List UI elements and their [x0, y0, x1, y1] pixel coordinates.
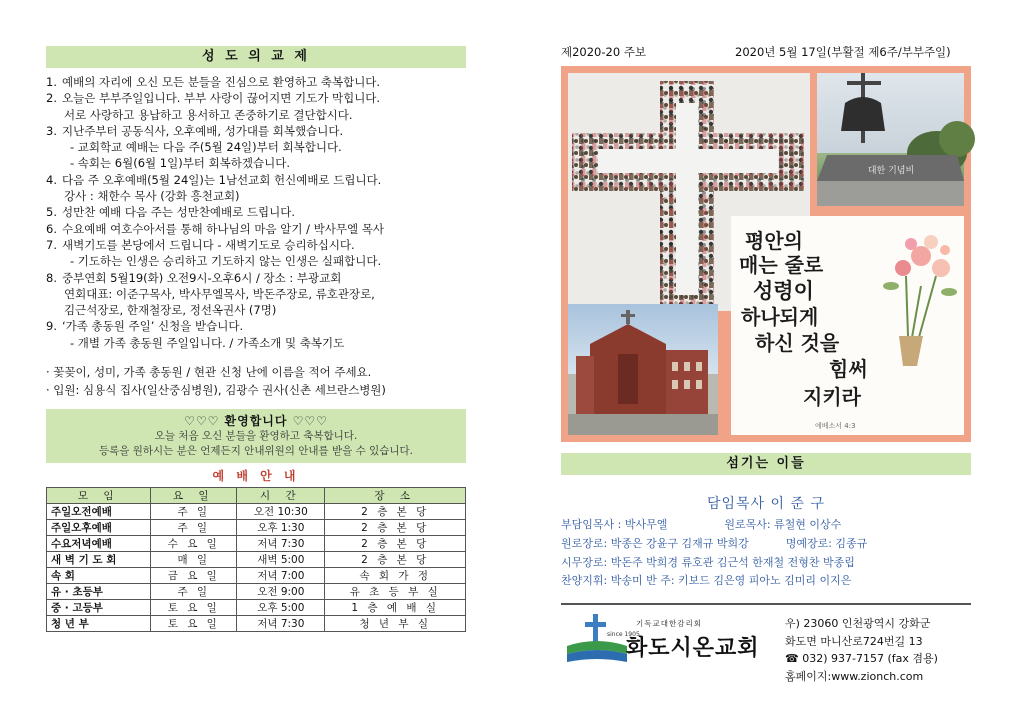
church-building-photo [568, 304, 718, 435]
church-address [785, 615, 938, 685]
table-cell: 저녁 7:00 [237, 568, 325, 584]
table-cell: 청 년 부 실 [325, 616, 466, 632]
table-cell: 2 층 본 당 [325, 552, 466, 568]
verse-line-4: 하나되게 [741, 305, 819, 329]
notice-text: ‘가족 총동원 주일’ 신청을 받습니다. [62, 319, 244, 334]
staff-line-1-extra: 원로목사: 류철현 이상수 [724, 518, 842, 531]
table-cell: 속 회 [47, 568, 151, 584]
staff-line-4-main: 찬양지휘: 박송미 반 주: 키보드 김은영 피아노 김미리 이지은 [561, 574, 852, 587]
table-cell: 저녁 7:30 [237, 536, 325, 552]
staff-line-1 [561, 516, 841, 532]
notice-item [46, 318, 466, 334]
table-cell: 속 회 가 정 [325, 568, 466, 584]
notice-number: 1. [46, 75, 57, 89]
address-line-2: 화도면 마니산로724번길 13 [785, 634, 923, 648]
staff-line-1-main: 부담임목사 : 박사무엘 [561, 518, 668, 531]
notice-number: 5. [46, 205, 57, 220]
notice-item [46, 221, 466, 237]
table-row [47, 552, 466, 568]
table-cell: 오후 1:30 [237, 520, 325, 536]
notice-text: 지난주부터 공동식사, 오후예배, 성가대를 회복했습니다. [62, 123, 344, 138]
service-table-header [47, 488, 466, 504]
address-line-1: 우) 23060 인천광역시 강화군 [785, 617, 931, 630]
table-row [47, 504, 466, 520]
notice-item: - 기도하는 인생은 승리하고 기도하지 않는 인생은 실패합니다. [70, 254, 382, 269]
notice-item [46, 74, 466, 90]
bullet-item: · 입원: 심용식 집사(일산중심병원), 김광수 권사(신촌 세브란스병원) [46, 383, 386, 398]
service-title: 예 배 안 내 [212, 469, 300, 484]
senior-pastor: 담임목사 이 준 구 [706, 496, 826, 512]
notice-item: 연회대표: 이준구목사, 박사무엘목사, 박돈주장로, 류호관장로, [64, 286, 375, 301]
table-row [47, 616, 466, 632]
verse-line-2: 매는 줄로 [739, 253, 824, 277]
table-cell: 유 초 등 부 실 [325, 584, 466, 600]
table-cell: 오전 9:00 [237, 584, 325, 600]
service-column-header: 요 일 [151, 488, 237, 504]
church-emblem-icon [563, 612, 640, 668]
photo-collage [561, 66, 971, 442]
notice-text: 다음 주 오후예배(5월 24일)는 1남선교회 헌신예배로 드립니다. [62, 172, 382, 187]
table-cell: 주 일 [151, 584, 237, 600]
table-cell: 오전 10:30 [237, 504, 325, 520]
service-column-header: 장 소 [325, 488, 466, 504]
phone-line: ☎ 032) 937-7157 (fax 겸용) [785, 652, 938, 665]
notice-item [46, 204, 466, 220]
table-cell: 1 층 예 배 실 [325, 600, 466, 616]
welcome-box [46, 409, 466, 463]
table-cell: 새벽 5:00 [237, 552, 325, 568]
table-cell: 수요저녁예배 [47, 536, 151, 552]
verse-reference: 에베소서 4:3 [815, 422, 856, 430]
table-cell: 오후 5:00 [237, 600, 325, 616]
notice-item: - 개별 가족 총동원 주일입니다. / 가족소개 및 축복기도 [70, 335, 345, 350]
since-label: since 1905 [607, 631, 640, 638]
table-cell: 토 요 일 [151, 616, 237, 632]
notice-text: 수요예배 여호수아서를 통해 하나님의 마음 알기 / 박사무엘 목사 [62, 221, 384, 236]
table-row [47, 520, 466, 536]
table-cell: 2 층 본 당 [325, 520, 466, 536]
table-row [47, 536, 466, 552]
left-column [46, 46, 466, 632]
table-cell: 2 층 본 당 [325, 536, 466, 552]
verse-line-7: 지키라 [803, 385, 861, 409]
notice-text: 오늘은 부부주일입니다. 부부 사랑이 끊어지면 기도가 막힙니다. [62, 91, 381, 106]
notice-item: 서로 사랑하고 용납하고 용서하고 존중하기로 결단합시다. [64, 107, 353, 122]
notice-number: 6. [46, 221, 57, 236]
serving-title: 섬기는 이들 [561, 453, 971, 475]
verse-calligraphy [731, 216, 964, 435]
verse-line-1: 평안의 [745, 229, 803, 253]
homepage-line: 홈페이지:www.zionch.com [785, 669, 924, 683]
welcome-line-1: 오늘 처음 오신 분들을 환영하고 축복합니다. [154, 430, 358, 443]
notice-item [46, 90, 466, 106]
notice-list [46, 74, 466, 351]
table-row [47, 568, 466, 584]
table-cell: 청 년 부 [47, 616, 151, 632]
notice-item [46, 123, 466, 139]
table-cell: 수 요 일 [151, 536, 237, 552]
table-row [47, 584, 466, 600]
welcome-line-2: 등록을 원하시는 분은 언제든지 안내위원의 안내를 받을 수 있습니다. [98, 445, 414, 458]
verse-line-6: 힘써 [829, 357, 868, 381]
verse-line-5: 하신 것을 [755, 331, 840, 355]
table-cell: 2 층 본 당 [325, 504, 466, 520]
notice-number: 2. [46, 91, 57, 106]
table-cell: 매 일 [151, 552, 237, 568]
table-row [47, 600, 466, 616]
staff-line-4 [561, 572, 851, 588]
notice-text: 중부연회 5월19(화) 오전9시-오후6시 / 장소 : 부광교회 [62, 270, 342, 285]
staff-line-3-main: 시무장로: 박돈주 박희경 류호관 김근석 한재철 전형찬 박종립 [561, 556, 855, 569]
notice-item: 강사 : 채한수 목사 (강화 흥천교회) [64, 189, 240, 204]
bulletin-date: 2020년 5월 17일(부활절 제6주/부부주일) [735, 45, 951, 59]
staff-line-2 [561, 535, 867, 551]
notice-number: 7. [46, 237, 57, 252]
table-cell: 주일오후예배 [47, 520, 151, 536]
footer-divider [561, 603, 971, 605]
notice-title: 성 도 의 교 제 [46, 46, 466, 68]
notice-item: - 교회학교 예배는 다음 주(5월 24일)부터 회복합니다. [70, 140, 342, 155]
notice-text: 성만찬 예배 다음 주는 성만찬예배로 드립니다. [62, 205, 296, 220]
staff-line-2-extra: 명예장로: 김종규 [785, 537, 868, 550]
service-column-header: 모 임 [47, 488, 151, 504]
bullet-item: · 꽃꽂이, 성미, 가족 총동원 / 현관 신청 난에 이름을 적어 주세요. [46, 365, 372, 380]
notice-number: 3. [46, 123, 57, 138]
notice-item [46, 172, 466, 188]
staff-line-2-main: 원로장로: 박종은 강윤구 김재규 박희강 [561, 537, 749, 550]
notice-number: 8. [46, 270, 57, 285]
notice-item [46, 270, 466, 286]
notice-number: 4. [46, 172, 57, 187]
service-column-header: 시 간 [237, 488, 325, 504]
table-cell: 금 요 일 [151, 568, 237, 584]
notice-text: 예배의 자리에 오신 모든 분들을 진심으로 환영하고 축복합니다. [62, 75, 381, 89]
staff-line-3 [561, 554, 855, 570]
table-cell: 주 일 [151, 520, 237, 536]
notice-item: 김근석장로, 한재철장로, 정선옥권사 (7명) [64, 303, 277, 318]
table-cell: 주 일 [151, 504, 237, 520]
table-cell: 주일오전예배 [47, 504, 151, 520]
church-name: 화도시온교회 [626, 636, 760, 661]
welcome-title: ♡♡♡ 환영합니다 ♡♡♡ [184, 414, 328, 429]
table-cell: 유 · 초등부 [47, 584, 151, 600]
bell-tower-photo [817, 73, 964, 206]
denomination-label: 기독교대한감리회 [636, 619, 702, 628]
table-cell: 토 요 일 [151, 600, 237, 616]
table-cell: 중 · 고등부 [47, 600, 151, 616]
notice-item: - 속회는 6월(6월 1일)부터 회복하겠습니다. [70, 156, 290, 171]
bulletin-id: 제2020-20 주보 [561, 45, 647, 59]
notice-number: 9. [46, 319, 57, 334]
stone-inscription: 대한 기념비 [867, 166, 915, 176]
table-cell: 새 벽 기 도 회 [47, 552, 151, 568]
table-cell: 저녁 7:30 [237, 616, 325, 632]
notice-item [46, 237, 466, 253]
notice-text: 새벽기도를 본당에서 드립니다 - 새벽기도로 승리하십시다. [62, 237, 355, 252]
verse-line-3: 성령이 [753, 278, 814, 303]
bullet-list [46, 363, 466, 399]
service-table [46, 487, 466, 632]
